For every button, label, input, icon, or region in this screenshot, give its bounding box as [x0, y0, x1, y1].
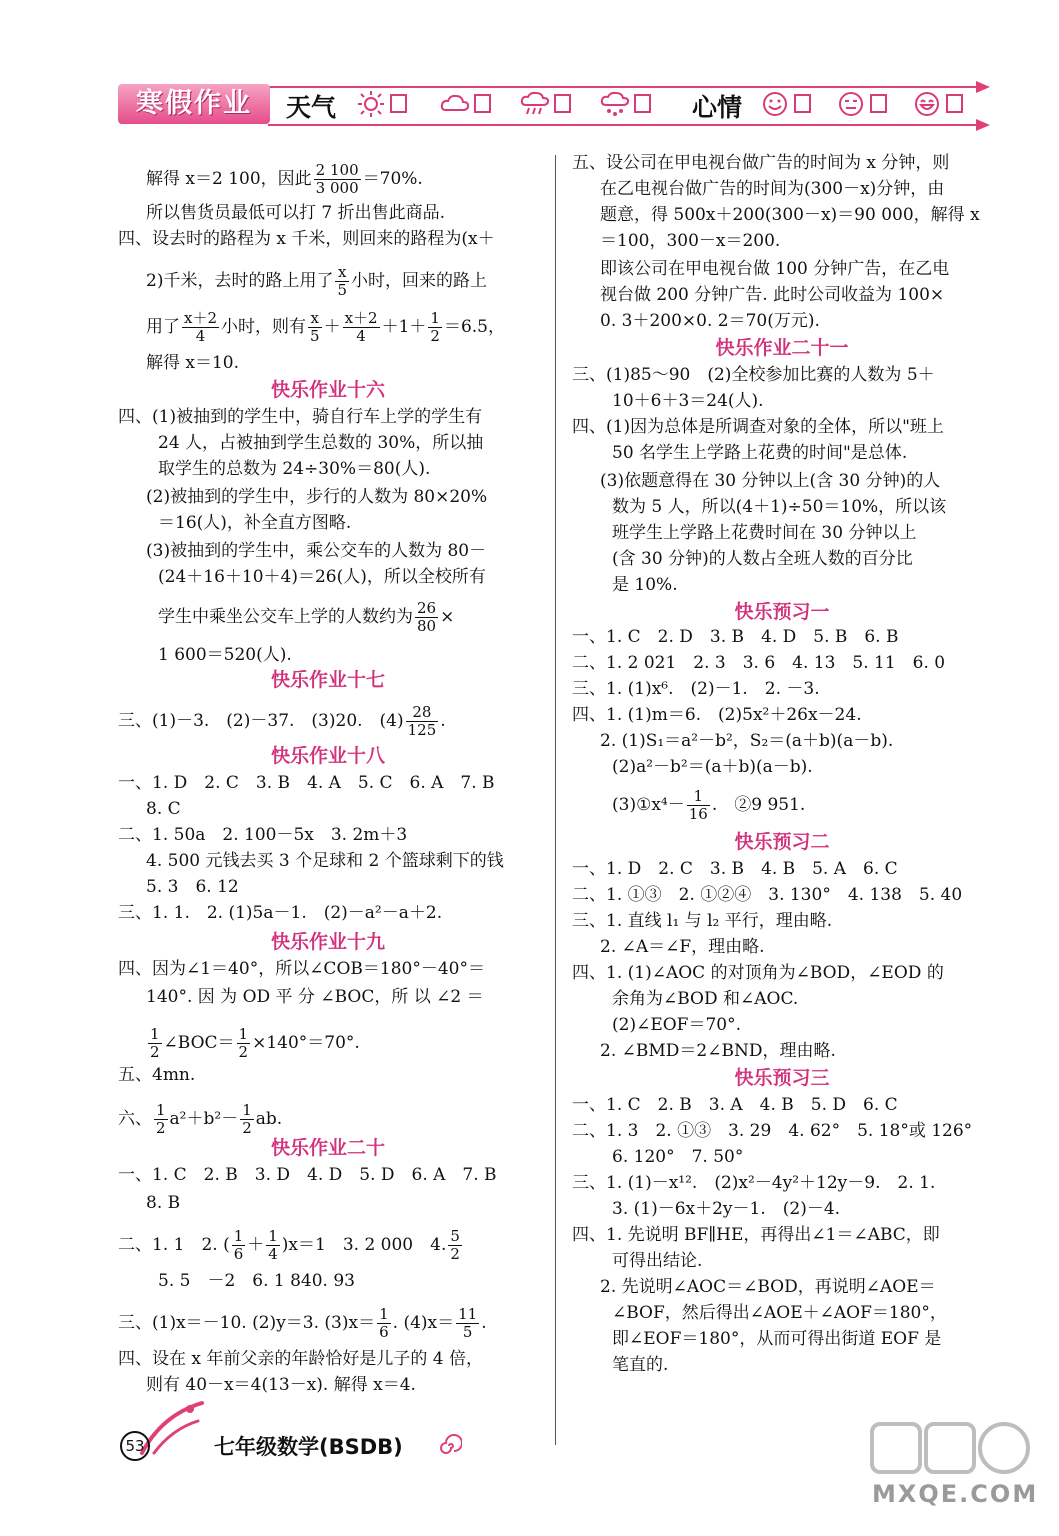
section-title: 快乐预习一	[734, 601, 830, 623]
answer-line: 一、1. C 2. B 3. D 4. D 5. D 6. A 7. B	[118, 1165, 497, 1185]
answer-line: 3. (1)－6x＋2y－1. (2)－4.	[612, 1199, 841, 1219]
answer-line: 5. 3 6. 12	[146, 877, 239, 897]
answer-line: (24＋16＋10＋4)＝26(人)，所以全校所有	[158, 567, 486, 587]
answer-line: 三、1. 直线 l₁ 与 l₂ 平行，理由略.	[572, 911, 833, 931]
answer-line: ＝100，300－x＝200.	[600, 231, 781, 251]
answer-line: 2)千米，去时的路上用了 $\frac{x}{5}$ 小时，回来的路上	[146, 263, 487, 299]
fraction: $\frac{x+2}{4}$	[344, 309, 378, 345]
fraction: $\frac{1}{6}$	[379, 1305, 389, 1341]
page-footer	[118, 1395, 478, 1465]
weather-checkbox-cloudy[interactable]	[474, 94, 491, 113]
weather-checkbox-sunny[interactable]	[390, 94, 407, 113]
answer-line: 六、 $\frac{1}{2}$ a²＋b²－ $\frac{1}{2}$ ab.	[118, 1101, 283, 1137]
fraction: $\frac{1}{2}$	[156, 1101, 166, 1137]
answer-line: 0. 3＋200×0. 2＝70(万元).	[600, 311, 820, 331]
answer-line: 2. ∠BMD＝2∠BND，理由略.	[600, 1041, 836, 1061]
fraction: $\frac{2 100}{3 000}$	[315, 161, 359, 197]
answer-line: 2. (1)S₁＝a²－b²，S₂＝(a＋b)(a－b).	[600, 731, 894, 751]
weather-label: 天气	[286, 93, 337, 122]
snow-icon	[600, 90, 630, 118]
section-title: 快乐作业二十一	[715, 337, 849, 359]
answer-line: 2. 先说明∠AOC＝∠BOD，再说明∠AOE＝	[600, 1277, 936, 1297]
answer-line: 三、1. 1. 2. (1)5a－1. (2)－a²－a＋2.	[118, 903, 443, 923]
answer-line: 二、1. 3 2. ①③ 3. 29 4. 62° 5. 18°或 126°	[572, 1121, 973, 1141]
answer-line: 一、1. C 2. B 3. A 4. B 5. D 6. C	[572, 1095, 898, 1115]
answer-line: 即∠EOF＝180°，从而可得出街道 EOF 是	[612, 1329, 942, 1349]
header-rule-top	[268, 86, 980, 88]
answer-line: 在乙电视台做广告的时间为(300－x)分钟，由	[600, 179, 945, 199]
mood-checkbox-joyful[interactable]	[946, 94, 963, 113]
answer-line: 余角为∠BOD 和∠AOC.	[612, 989, 799, 1009]
sun-icon	[356, 90, 386, 118]
answer-line: 三、1. (1)－x¹². (2)x²－4y²＋12y－9. 2. 1.	[572, 1173, 936, 1193]
answer-line: 数为 5 人，所以(4＋1)÷50＝10%，所以该	[612, 497, 947, 517]
answer-line: 三、(1)x＝－10. (2)y＝3. (3)x＝ $\frac{1}{6}$ . (4)x＝ $\frac{11}{5}$ .	[118, 1305, 487, 1341]
answer-line: 取学生的总数为 24÷30%＝80(人).	[158, 459, 431, 479]
header-rule-bottom	[268, 124, 980, 126]
arrow-right-icon	[976, 81, 990, 93]
mood-checkbox-happy[interactable]	[794, 94, 811, 113]
answer-line: 班学生上学路上花费时间在 30 分钟以上	[612, 523, 917, 543]
answer-line: 所以售货员最低可以打 7 折出售此商品.	[146, 203, 446, 223]
answer-line: 四、设在 x 年前父亲的年龄恰好是儿子的 4 倍，	[118, 1349, 484, 1369]
page-header	[118, 80, 990, 132]
header-title: 寒假作业	[118, 84, 270, 124]
watermark-text: MXQE.COM	[872, 1480, 1039, 1508]
answer-line: 四、因为∠1＝40°，所以∠COB＝180°－40°＝	[118, 959, 485, 979]
fraction: $\frac{28}{125}$	[407, 703, 437, 739]
answer-line: (2)∠EOF＝70°.	[612, 1015, 742, 1035]
answer-line: 140°. 因 为 OD 平 分 ∠BOC，所 以 ∠2 ＝	[146, 987, 484, 1007]
section-title: 快乐作业十九	[270, 931, 385, 953]
answer-line: (3)依题意得在 30 分钟以上(含 30 分钟)的人	[600, 471, 941, 491]
section-title: 快乐作业十六	[270, 379, 385, 401]
answer-line: 二、1. ①③ 2. ①②④ 3. 130° 4. 138 5. 40	[572, 885, 963, 905]
cloud-icon	[440, 90, 470, 118]
answer-line: (3)①x⁴－ $\frac{1}{16}$ . ②9 951.	[612, 787, 806, 823]
answer-line: 1 600＝520(人).	[158, 645, 292, 665]
fraction: $\frac{26}{80}$	[417, 599, 437, 635]
fraction: $\frac{1}{4}$	[268, 1227, 278, 1263]
answer-line: 四、设去时的路程为 x 千米，则回来的路程为(x＋	[118, 229, 495, 249]
fraction: $\frac{1}{2}$	[238, 1025, 249, 1061]
answer-line: (含 30 分钟)的人数占全班人数的百分比	[612, 549, 913, 569]
answer-line: 笔直的.	[612, 1355, 669, 1375]
column-divider	[555, 155, 556, 1445]
answer-line: 24 人，占被抽到学生总数的 30%，所以抽	[158, 433, 484, 453]
answer-line: 6. 120° 7. 50°	[612, 1147, 744, 1167]
fraction: $\frac{1}{2}$	[242, 1101, 252, 1137]
section-title: 快乐作业十七	[270, 669, 385, 691]
weather-checkbox-rainy[interactable]	[554, 94, 571, 113]
answer-line: 三、(1)85～90 (2)全校参加比赛的人数为 5＋	[572, 365, 935, 385]
answer-line: 四、(1)因为总体是所调查对象的全体，所以"班上	[572, 417, 944, 437]
arrow-right-icon	[976, 119, 990, 131]
answer-line: 二、1. 2 021 2. 3 3. 6 4. 13 5. 11 6. 0	[572, 653, 946, 673]
answer-line: 8. C	[146, 799, 181, 819]
answer-line: 10＋6＋3＝24(人).	[612, 391, 764, 411]
answer-line: 则有 40－x＝4(13－x). 解得 x＝4.	[146, 1375, 416, 1395]
answer-line: 解得 x＝2 100，因此 $\frac{2 100}{3 000}$ ＝70%.	[146, 161, 423, 197]
answer-line: 5. 5 －2 6. 1 840. 93	[158, 1271, 355, 1291]
smile-face-icon	[760, 90, 790, 118]
section-title: 快乐预习三	[734, 1067, 830, 1089]
answer-line: 解得 x＝10.	[146, 353, 240, 373]
footer-subject: 七年级数学(BSDB)	[214, 1435, 403, 1459]
answer-line: 四、1. 先说明 BF∥HE，再得出∠1＝∠ABC，即	[572, 1225, 940, 1245]
answer-line: 用了 $\frac{x+2}{4}$ 小时，则有 $\frac{x}{5}$ ＋ $\frac{x+2}{4}$ ＋1＋ $\frac{1}{2}$ ＝6.5，	[146, 309, 505, 345]
answer-line: 二、1. 50a 2. 100－5x 3. 2m＋3	[118, 825, 408, 845]
answer-line: 五、设公司在甲电视台做广告的时间为 x 分钟，则	[572, 153, 950, 173]
answer-line: 即该公司在甲电视台做 100 分钟广告，在乙电	[600, 259, 950, 279]
answer-line: 五、4mn.	[118, 1065, 196, 1085]
answer-line: 题意，得 500x＋200(300－x)＝90 000，解得 x	[600, 205, 980, 225]
answer-line: 三、1. (1)x⁶. (2)－1. 2. －3.	[572, 679, 820, 699]
fraction: $\frac{1}{6}$	[233, 1227, 244, 1263]
answer-line: ∠BOF，然后得出∠AOE＋∠AOF＝180°，	[612, 1303, 947, 1323]
neutral-face-icon	[836, 90, 866, 118]
fraction: $\frac{5}{2}$	[450, 1227, 460, 1263]
answer-line: 可得出结论.	[612, 1251, 703, 1271]
fraction: $\frac{1}{16}$	[688, 787, 708, 823]
answer-line: 四、1. (1)∠AOC 的对顶角为∠BOD，∠EOD 的	[572, 963, 944, 983]
fraction: $\frac{1}{2}$	[430, 309, 440, 345]
answer-line: 8. B	[146, 1193, 181, 1213]
answer-line: $\frac{1}{2}$ ∠BOC＝ $\frac{1}{2}$ ×140°＝70°.	[150, 1025, 360, 1061]
page-number: 53	[120, 1431, 150, 1461]
answer-line: 50 名学生上学路上花费的时间"是总体.	[612, 443, 908, 463]
mood-label: 心情	[692, 93, 743, 122]
fraction: $\frac{1}{2}$	[150, 1025, 160, 1061]
answer-line: (3)被抽到的学生中，乘公交车的人数为 80－	[146, 541, 487, 561]
answer-line: 四、1. (1)m＝6. (2)5x²＋26x－24.	[572, 705, 862, 725]
happy-face-icon	[912, 90, 942, 118]
fraction: $\frac{x+2}{4}$	[184, 309, 218, 345]
answer-line: ＝16(人)，补全直方图略.	[158, 513, 352, 533]
answer-line: 学生中乘坐公交车上学的人数约为 $\frac{26}{80}$ ×	[158, 599, 455, 635]
fraction: $\frac{x}{5}$	[337, 263, 347, 299]
watermark-logo-icon	[870, 1418, 1030, 1478]
answer-line: 二、1. 1 2. ( $\frac{1}{6}$ ＋ $\frac{1}{4}$ )x＝1 3. 2 000 4. $\frac{5}{2}$	[118, 1227, 460, 1263]
answer-line: 四、(1)被抽到的学生中，骑自行车上学的学生有	[118, 407, 483, 427]
answer-line: 一、1. D 2. C 3. B 4. A 5. C 6. A 7. B	[118, 773, 495, 793]
weather-checkbox-snowy[interactable]	[634, 94, 651, 113]
answer-line: 4. 500 元钱去买 3 个足球和 2 个篮球剩下的钱	[146, 851, 504, 871]
mood-checkbox-neutral[interactable]	[870, 94, 887, 113]
fraction: $\frac{11}{5}$	[458, 1305, 478, 1341]
spiral-icon	[436, 1433, 462, 1459]
section-title: 快乐作业十八	[270, 745, 385, 767]
answer-line: 视台做 200 分钟广告. 此时公司收益为 100×	[600, 285, 945, 305]
watermark	[800, 1400, 1040, 1530]
answer-line: (2)被抽到的学生中，步行的人数为 80×20%	[146, 487, 488, 507]
answer-line: 三、(1)－3. (2)－37. (3)20. (4) $\frac{28}{125}$ .	[118, 703, 446, 739]
answer-line: 一、1. D 2. C 3. B 4. B 5. A 6. C	[572, 859, 898, 879]
fraction: $\frac{x}{5}$	[310, 309, 320, 345]
section-title: 快乐作业二十	[270, 1137, 385, 1159]
rain-icon	[520, 90, 550, 118]
answer-line: 是 10%.	[612, 575, 678, 595]
answer-line: (2)a²－b²＝(a＋b)(a－b).	[612, 757, 813, 777]
answer-line: 一、1. C 2. D 3. B 4. D 5. B 6. B	[572, 627, 899, 647]
answer-line: 2. ∠A＝∠F，理由略.	[600, 937, 765, 957]
section-title: 快乐预习二	[734, 831, 830, 853]
